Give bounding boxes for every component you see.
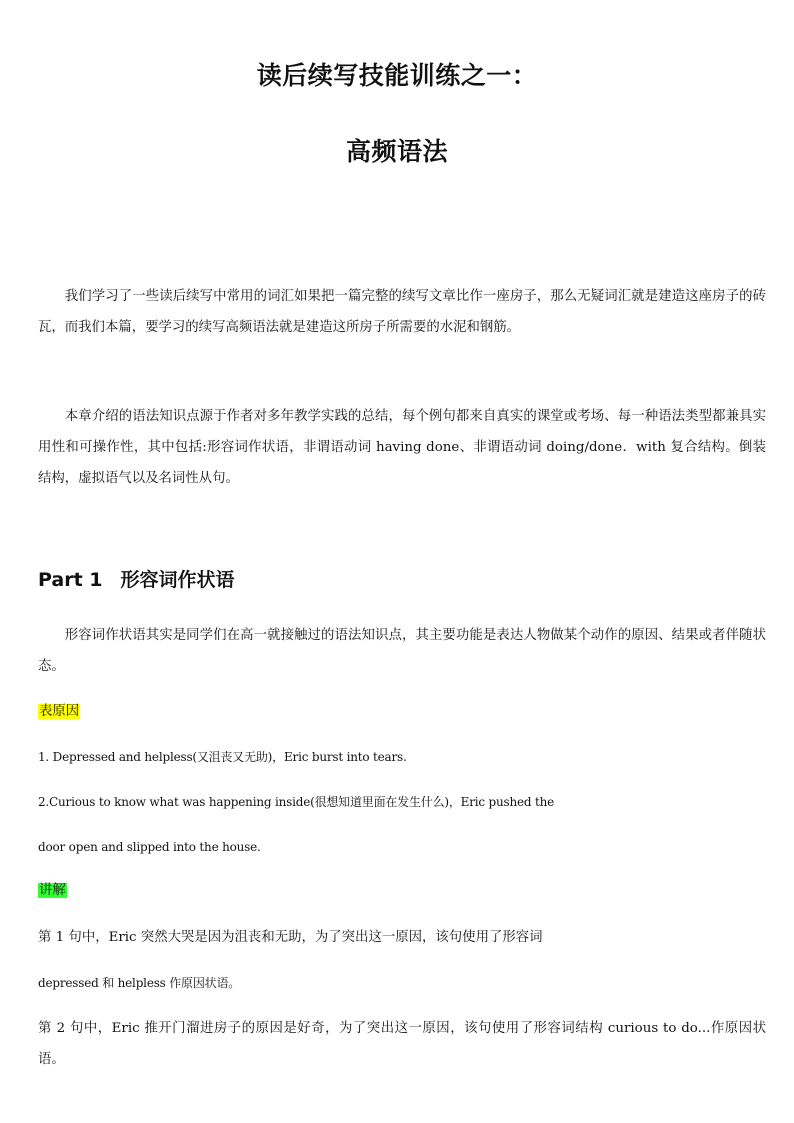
part1-title: 形容词作状语	[120, 569, 235, 591]
document-title-line2: 高频语法	[345, 137, 448, 166]
intro-paragraph-1: 我们学习了一些读后续写中常用的词汇如果把一篇完整的续写文章比作一座房子，那么无疑词汇就是建造这座房子的砖瓦，而我们本篇，要学习的续写高频语法就是建造这所房子所需要的水泥和钢筋。	[38, 289, 766, 335]
label-explain-line	[38, 881, 766, 901]
label-cause-highlight: 表原因	[39, 704, 80, 719]
example-2-line-1: 2.Curious to know what was happening inside(很想知道里面在发生什么)，Eric pushed the	[38, 795, 555, 809]
explanation-2: 第 2 句中，Eric 推开门溜进房子的原因是好奇，为了突出这一原因，该句使用了形容词结构 curious to do...作原因状语。	[38, 1021, 766, 1067]
intro-paragraph-2: 本章介绍的语法知识点源于作者对多年教学实践的总结，每个例句都来自真实的课堂或考场、每一种语法类型都兼具实用性和可操作性，其中包括:形容词作状语，非谓语动词 having done、非谓语动词 doing/done．with 复合结构。倒装结构，虚拟语气以及名词性从句。	[38, 409, 766, 486]
part1-heading	[38, 565, 235, 592]
label-cause-line	[38, 702, 766, 722]
example-1: 1. Depressed and helpless(又沮丧又无助)，Eric burst into tears.	[38, 750, 407, 764]
part1-number: Part 1	[38, 569, 103, 591]
part1-intro-paragraph: 形容词作状语其实是同学们在高一就接触过的语法知识点，其主要功能是表达人物做某个动作的原因、结果或者伴随状态。	[38, 628, 766, 674]
label-explain-highlight: 讲解	[39, 883, 66, 898]
document-title-line1: 读后续写技能训练之一：	[256, 61, 538, 90]
explanation-1-line-1: 第 1 句中，Eric 突然大哭是因为沮丧和无助，为了突出这一原因，该句使用了形容词	[38, 930, 543, 945]
example-2-line-2: door open and slipped into the house.	[38, 840, 261, 854]
explanation-1-line-2: depressed 和 helpless 作原因状语。	[38, 976, 241, 990]
